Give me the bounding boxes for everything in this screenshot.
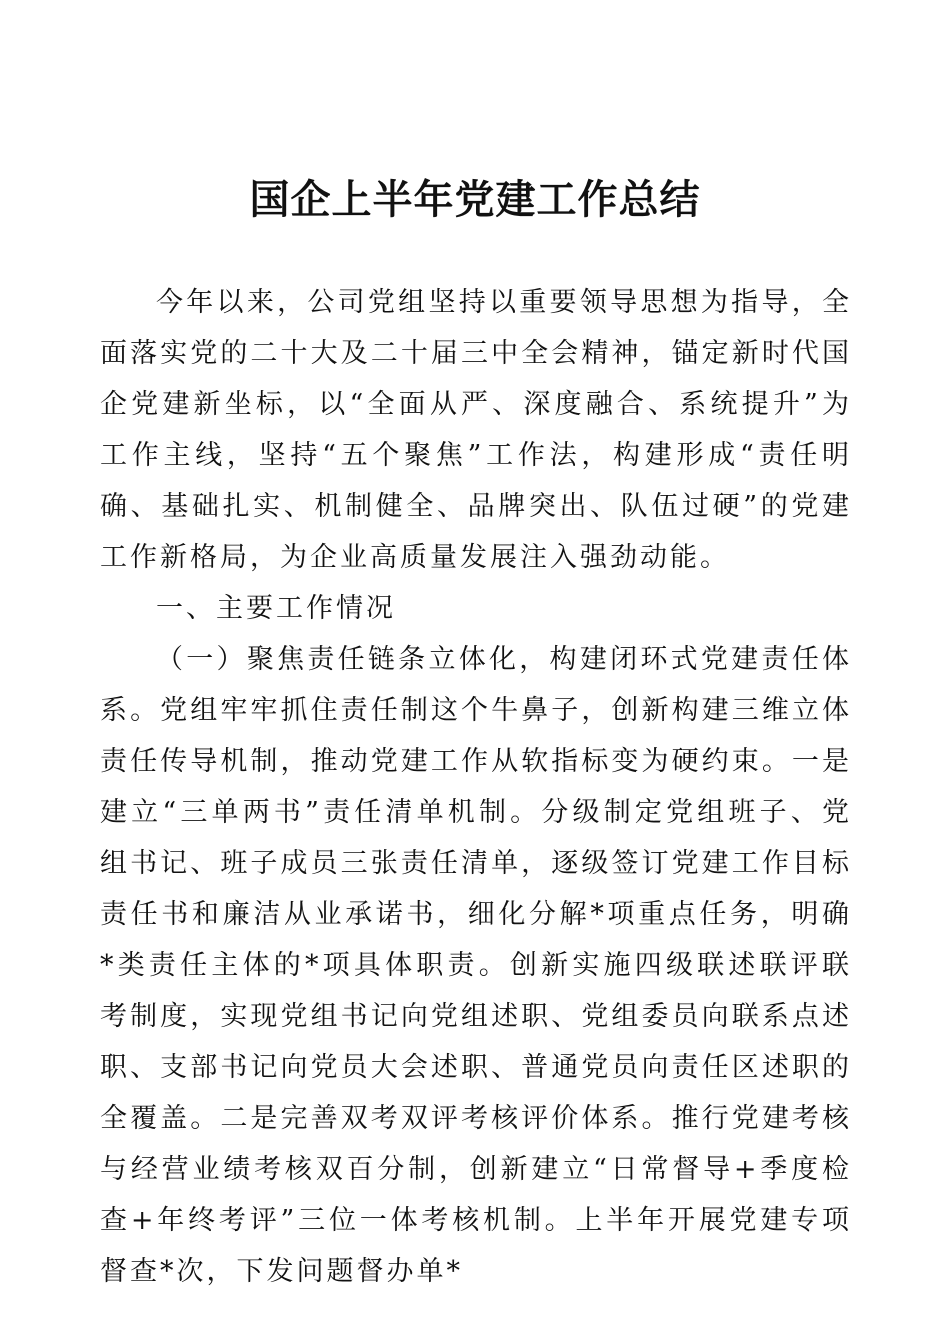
intro-paragraph: 今年以来，公司党组坚持以重要领导思想为指导，全面落实党的二十大及二十届三中全会精神，锚定新时代国企党建新坐标，以“全面从严、深度融合、系统提升”为工作主线，坚持“五个聚焦”工作法，构建形成“责任明确、基础扎实、机制健全、品牌突出、队伍过硬”的党建工作新格局，为企业高质量发展注入强劲动能。 <box>100 287 852 573</box>
document-body <box>100 277 852 1297</box>
document-title: 国企上半年党建工作总结 <box>249 176 701 223</box>
section-heading: 一、主要工作情况 <box>156 593 396 624</box>
subsection-paragraph: （一）聚焦责任链条立体化，构建闭环式党建责任体系。党组牢牢抓住责任制这个牛鼻子，创新构建三维立体责任传导机制，推动党建工作从软指标变为硬约束。一是建立“三单两书”责任清单机制。分级制定党组班子、党组书记、班子成员三张责任清单，逐级签订党建工作目标责任书和廉洁从业承诺书，细化分解*项重点任务，明确*类责任主体的*项具体职责。创新实施四级联述联评联考制度，实现党组书记向党组述职、党组委员向联系点述职、支部书记向党员大会述职、普通党员向责任区述职的全覆盖。二是完善双考双评考核评价体系。推行党建考核与经营业绩考核双百分制，创新建立“日常督导+季度检查+年终考评”三位一体考核机制。上半年开展党建专项督查*次，下发问题督办单* <box>100 644 852 1287</box>
